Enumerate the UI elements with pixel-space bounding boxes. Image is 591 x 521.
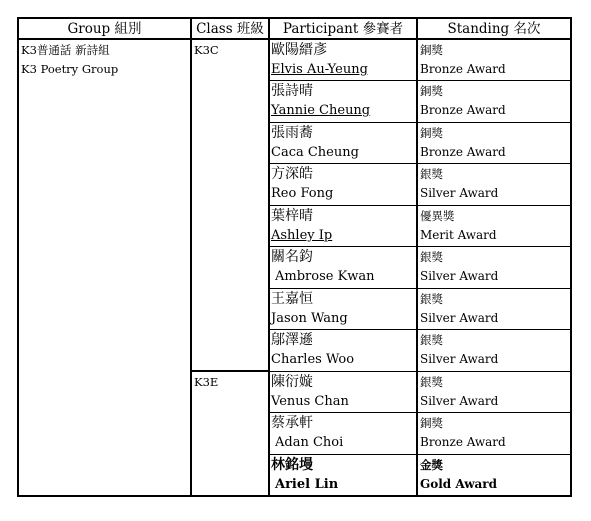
award-zh: 銀獎 (420, 291, 443, 306)
award-en: Silver Award (420, 352, 499, 367)
award-zh: 銅獎 (420, 84, 443, 99)
participant-cell (269, 371, 417, 412)
participant-name-zh: 鄔澤遜 (271, 332, 313, 349)
participant-name-zh: 林銘墁 (271, 456, 313, 473)
participant-cell (269, 330, 417, 371)
participant-name-zh: 王嘉恒 (271, 290, 313, 307)
award-en: Gold Award (420, 476, 498, 491)
header-participant: Participant 參賽者 (269, 19, 417, 39)
participant-name-zh: 陳衍嫙 (271, 373, 313, 390)
standing-cell (417, 413, 570, 454)
participant-name-en: Adan Choi (275, 435, 344, 451)
header-class: Class 班級 (191, 19, 269, 39)
participant-name-en: Elvis Au-Yeung (271, 62, 368, 77)
header-row (19, 19, 570, 39)
group-name-zh: K3普通話 新詩組 (21, 43, 110, 57)
participant-cell (269, 39, 417, 81)
award-en: Silver Award (420, 310, 499, 325)
header-standing: Standing 名次 (417, 19, 570, 39)
award-zh: 優異獎 (420, 208, 455, 223)
standing-cell (417, 39, 570, 81)
participant-cell (269, 122, 417, 163)
standing-cell (417, 164, 570, 205)
award-zh: 銀獎 (420, 333, 443, 348)
award-zh: 銀獎 (420, 167, 443, 182)
header-group: Group 組別 (19, 19, 191, 39)
award-en: Silver Award (420, 269, 499, 284)
participant-name-en: Venus Chan (271, 393, 349, 409)
participant-name-zh: 方深皓 (271, 166, 313, 183)
participant-name-en: Reo Fong (271, 186, 334, 202)
award-en: Bronze Award (420, 62, 506, 76)
participant-name-zh: 關名鈞 (271, 249, 313, 266)
participant-name-en: Ambrose Kwan (275, 269, 375, 285)
participant-cell (269, 81, 417, 122)
award-en: Bronze Award (420, 435, 506, 450)
award-en: Bronze Award (420, 103, 506, 118)
participant-name-zh: 張詩晴 (271, 83, 313, 100)
table-row (19, 39, 570, 81)
award-zh: 銀獎 (420, 374, 443, 389)
award-zh: 銅獎 (420, 43, 443, 57)
standing-cell (417, 81, 570, 122)
award-en: Silver Award (420, 186, 499, 201)
standing-cell (417, 122, 570, 163)
award-zh: 銅獎 (420, 416, 443, 431)
class-cell: K3C (191, 39, 269, 371)
award-en: Silver Award (420, 393, 499, 408)
standing-cell (417, 205, 570, 246)
award-zh: 銅獎 (420, 125, 443, 140)
participant-cell (269, 205, 417, 246)
award-en: Bronze Award (420, 144, 506, 159)
group-name-en: K3 Poetry Group (21, 62, 119, 76)
participant-cell (269, 288, 417, 329)
award-zh: 銀獎 (420, 250, 443, 265)
standing-cell (417, 371, 570, 412)
participant-name-en: Yannie Cheung (271, 103, 371, 119)
participant-name-zh: 葉梓晴 (271, 207, 313, 224)
standing-cell (417, 454, 570, 495)
standing-cell (417, 247, 570, 288)
participant-cell (269, 164, 417, 205)
results-table-frame (17, 17, 572, 497)
participant-name-en: Jason Wang (271, 310, 348, 326)
participant-name-en: Ashley Ip (271, 227, 333, 243)
participant-name-en: Charles Woo (271, 352, 355, 368)
group-cell (19, 39, 191, 495)
standing-cell (417, 330, 570, 371)
participant-name-zh: 張雨蕎 (271, 124, 313, 141)
results-table (19, 19, 570, 495)
participant-name-en: Ariel Lin (275, 476, 339, 492)
participant-cell (269, 247, 417, 288)
participant-name-zh: 歐陽縉彥 (271, 42, 327, 58)
award-en: Merit Award (420, 227, 497, 242)
participant-name-en: Caca Cheung (271, 144, 359, 160)
award-zh: 金獎 (420, 457, 443, 472)
participant-name-zh: 蔡承軒 (271, 415, 313, 432)
participant-cell (269, 413, 417, 454)
standing-cell (417, 288, 570, 329)
class-cell: K3E (191, 371, 269, 495)
participant-cell (269, 454, 417, 495)
